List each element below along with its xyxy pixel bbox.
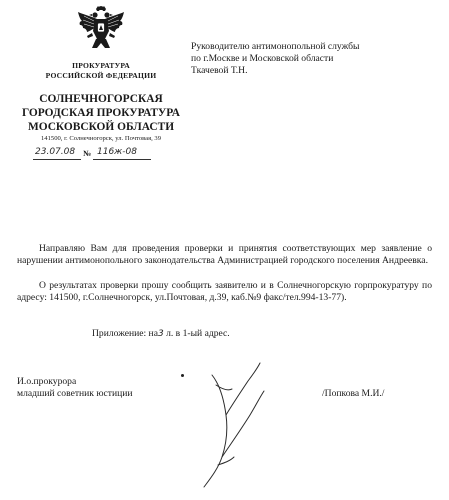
registration-number-label: № [83, 149, 92, 158]
signatory-title: И.о.прокурора младший советник юстиции [17, 376, 133, 399]
attachment-line: Приложение: на3 л. в 1-ый адрес. [92, 328, 230, 339]
body-paragraph-2: О результатах проверки прошу сообщить заявителю и в Солнечногорскую горпрокуратуру по адресу: 141500, г.Солнечногорск, ул.Почтовая, д.39, каб.№9 факс/тел.994-13-77). [17, 280, 432, 303]
letterhead-line2: РОССИЙСКОЙ ФЕДЕРАЦИИ [45, 71, 157, 80]
addressee-line2: по г.Москве и Московской области [191, 53, 334, 64]
office-address: 141500, г. Солнечногорск, ул. Почтовая, 39 [41, 135, 161, 142]
addressee-block [191, 41, 359, 77]
addressee-line1: Руководителю антимонопольной службы [191, 41, 360, 52]
body-paragraph-1: Направляю Вам для проведения проверки и принятия соответствующих мер заявление о нарушении антимонопольного законодательства Администрацией городского поселения Андреевка. [17, 243, 432, 266]
office-name-line2: ГОРОДСКАЯ ПРОКУРАТУРА [21, 107, 181, 119]
office-name-line3: МОСКОВСКОЙ ОБЛАСТИ [27, 121, 175, 133]
handwritten-signature [160, 345, 300, 495]
attachment-pages: 3 [157, 329, 164, 339]
registration-date: 23.07.08 [35, 147, 76, 157]
registration-number: 116ж-08 [97, 147, 137, 157]
signatory-name: /Попкова М.И./ [322, 388, 385, 399]
double-headed-eagle-icon [76, 6, 126, 52]
office-name-line1: СОЛНЕЧНОГОРСКАЯ [39, 93, 163, 105]
letterhead-line1: ПРОКУРАТУРА [72, 61, 130, 70]
registration-line [33, 147, 183, 161]
addressee-line3: Ткачевой Т.Н. [191, 65, 248, 76]
